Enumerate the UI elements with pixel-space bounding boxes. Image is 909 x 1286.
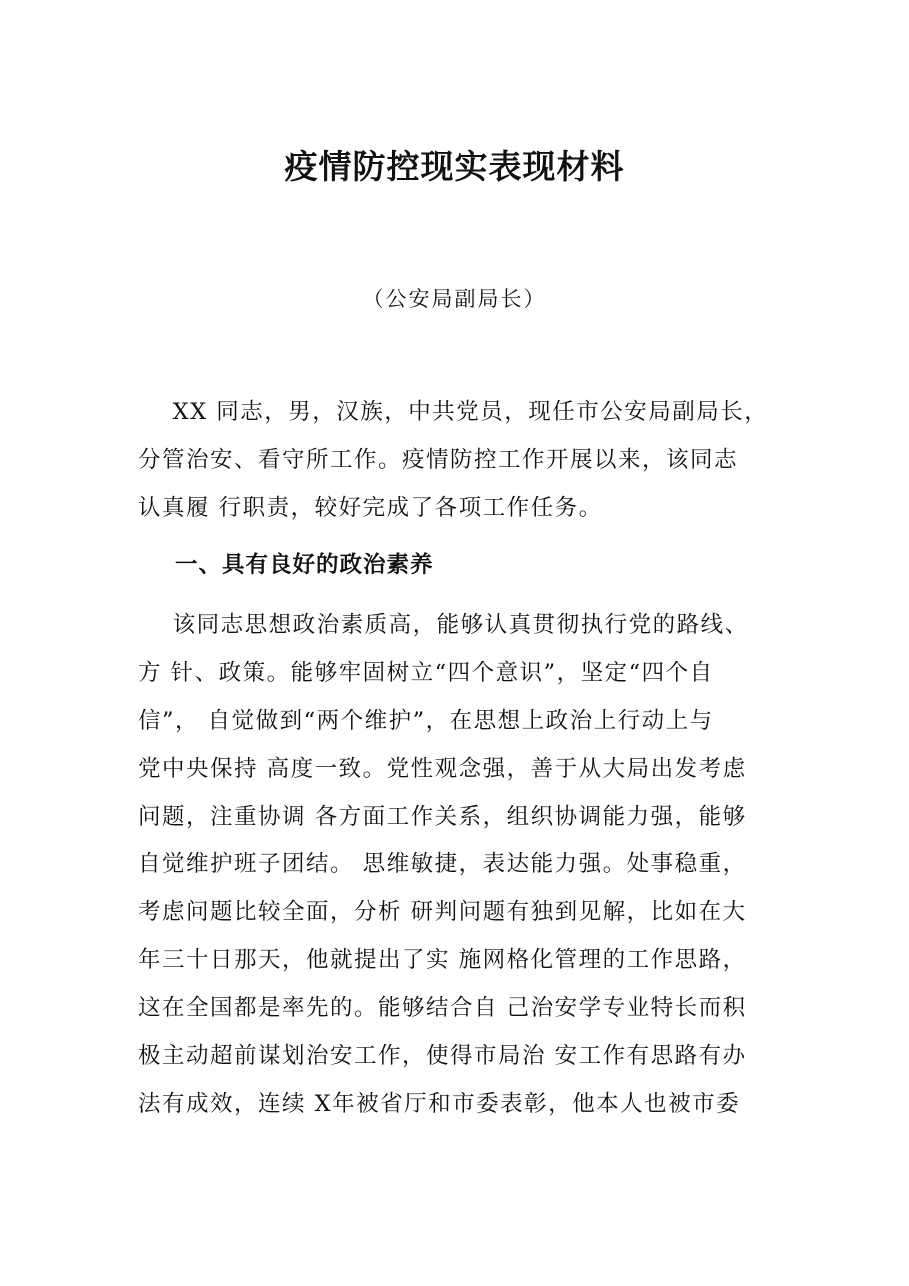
paragraph-line: 法有成效，连续 X年被省厅和市委表彰，他本人也被市委 [138, 1091, 741, 1117]
paragraph-line: 年三十日那天，他就提出了实 施网格化管理的工作思路， [138, 947, 747, 973]
section-heading: 一、具有良好的政治素养 [175, 552, 434, 578]
document-title: 疫情防控现实表现材料 [284, 147, 625, 186]
paragraph-line: XX 同志，男，汉族，中共党员，现任市公安局副局长， [138, 399, 769, 425]
paragraph-line: 极主动超前谋划治安工作，使得市局治 安工作有思路有办 [138, 1043, 747, 1069]
paragraph-line: 考虑问题比较全面，分析 研判问题有独到见解，比如在大 [138, 899, 747, 925]
paragraph-line: 这在全国都是率先的。能够结合自 己治安学专业特长而积 [138, 995, 747, 1021]
paragraph-line: 认真履 行职责，较好完成了各项工作任务。 [138, 495, 603, 521]
paragraph-line: 该同志思想政治素质高，能够认真贯彻执行党的路线、 [138, 612, 749, 638]
document-subtitle: （公安局副局长） [362, 287, 547, 311]
paragraph-line: 党中央保持 高度一致。党性观念强，善于从大局出发考虑 [138, 756, 747, 782]
paragraph-line: 自觉维护班子团结。 思维敏捷，表达能力强。处事稳重， [138, 851, 747, 877]
paragraph-line: 分管治安、看守所工作。疫情防控工作开展以来，该同志 [138, 447, 739, 473]
paragraph-line: 问题，注重协调 各方面工作关系，组织协调能力强，能够 [138, 804, 747, 830]
paragraph-line: 方 针、政策。能够牢固树立“四个意识”，坚定“四个自 [138, 660, 714, 686]
paragraph-line: 信”， 自觉做到“两个维护”，在思想上政治上行动上与 [138, 708, 714, 734]
